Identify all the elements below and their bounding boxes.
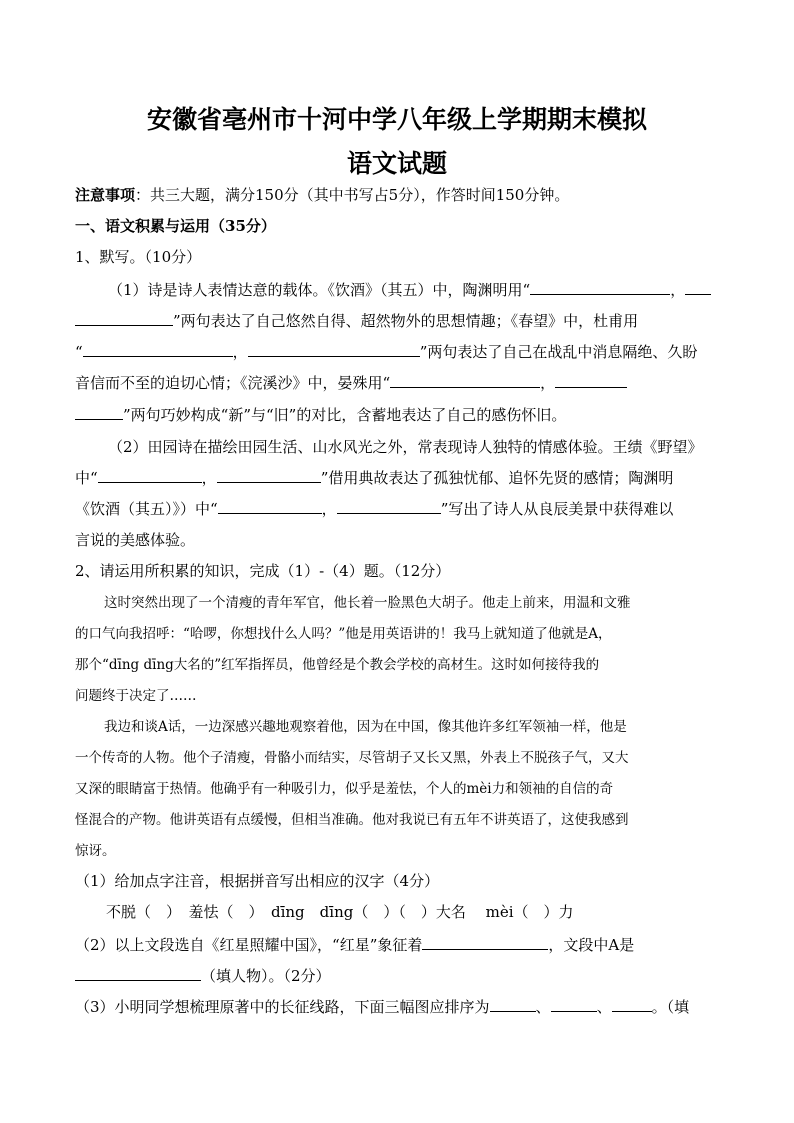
page-title: 安徽省亳州市十河中学八年级上学期期末模拟 — [146, 105, 647, 134]
q1-p2-text-b: 中“ — [75, 469, 98, 487]
passage-line: 又深的眼睛富于热情。他确乎有一种吸引力，似乎是羞怯，个人的mèi力和领袖的自信的奇 — [75, 781, 614, 797]
q2-sub3-text-a: （3）小明同学想梳理原著中的长征线路，下面三幅图应排序为 — [75, 998, 490, 1016]
passage-line: 的口气向我招呼：“哈啰，你想找什么人吗？”他是用英语讲的！我马上就知道了他就是A， — [75, 626, 612, 642]
separator: 、 — [535, 998, 551, 1016]
q1-p2-text-d: 《饮酒（其五）》）中“ — [75, 500, 218, 518]
q1-p2-line4: 言说的美感体验。 — [75, 531, 196, 549]
q1-p2-text-e: ”写出了诗人从良辰美景中获得难以 — [440, 500, 674, 518]
answer-blank[interactable] — [217, 468, 321, 483]
q2-sub3-text-end: 。（填 — [651, 998, 690, 1016]
answer-blank[interactable] — [75, 966, 201, 981]
q1-p1-line4: 音信而不至的迫切心情；《浣溪沙》中，晏殊用“ ， — [75, 372, 627, 394]
q2-sub2-text-b: ，文段中A是 — [548, 936, 635, 954]
question-1-title: 1、默写。（10分） — [75, 248, 202, 266]
answer-blank[interactable] — [98, 468, 202, 483]
answer-blank[interactable] — [551, 997, 597, 1012]
separator: 、 — [596, 998, 612, 1016]
q2-sub3-line — [75, 996, 689, 1018]
q1-p1-line2 — [75, 310, 638, 332]
answer-blank[interactable] — [490, 997, 536, 1012]
notice-label: 注意事项 — [75, 186, 136, 204]
q1-p1-line5 — [75, 404, 566, 426]
passage-line: 我边和谈A话，一边深感兴趣地观察着他，因为在中国，像其他许多红军领袖一样，他是 — [104, 719, 627, 735]
answer-blank[interactable] — [218, 499, 322, 514]
q1-p1-text-b: ”两句表达了自己悠然自得、超然物外的思想情趣；《春望》中，杜甫用 — [173, 312, 639, 330]
q1-p1-line3: “ ， ”两句表达了自己在战乱中消息隔绝、久盼 — [75, 343, 698, 361]
q1-p2-line1: （2）田园诗在描绘田园生活、山水风光之外，常表现诗人独特的情感体验。王绩《野望》 — [108, 438, 703, 456]
answer-blank[interactable] — [530, 280, 670, 295]
q2-sub2-line1 — [75, 934, 634, 956]
answer-blank[interactable] — [612, 997, 652, 1012]
q2-sub2-text-c: （填人物）。（2分） — [201, 967, 331, 985]
section-heading-1: 一、语文积累与运用（35分） — [75, 217, 276, 235]
answer-blank[interactable] — [390, 373, 540, 388]
question-2-title: 2、请运用所积累的知识，完成（1）-（4）题。（12分） — [75, 562, 451, 580]
q1-p1-text-a: （1）诗是诗人表情达意的载体。《饮酒》（其五）中，陶渊明用“ — [108, 281, 531, 299]
notice-text: ：共三大题，满分150分（其中书写占5分），作答时间150分钟。 — [135, 186, 570, 204]
answer-blank[interactable] — [75, 405, 123, 420]
answer-blank[interactable] — [337, 499, 441, 514]
answer-blank[interactable] — [248, 342, 420, 357]
q1-p1-line1: （1）诗是诗人表情达意的载体。《饮酒》（其五）中，陶渊明用“ ， — [108, 279, 711, 301]
passage-line: 怪混合的产物。他讲英语有点缓慢，但相当准确。他对我说已有五年不讲英语了，这使我感到 — [75, 812, 629, 828]
q1-p1-text-c: ”两句表达了自己在战乱中消息隔绝、久盼 — [419, 343, 698, 361]
q2-sub1-items: 不脱（ ） 羞怯（ ） dīng dīng（ ）（ ）大名 mèi（ ）力 — [106, 903, 574, 921]
answer-blank[interactable] — [75, 311, 173, 326]
answer-blank[interactable] — [422, 935, 548, 950]
q1-p1-text-e: ”两句巧妙构成“新”与“旧”的对比，含蓄地表达了自己的感伤怀旧。 — [123, 406, 567, 424]
passage-line: 惊讶。 — [75, 843, 116, 859]
q2-sub2-text-a: （2）以上文段选自《红星照耀中国》，“红星”象征着 — [75, 936, 423, 954]
answer-blank[interactable] — [685, 280, 711, 295]
q1-p2-line2: 中“ ， ”借用典故表达了孤独忧郁、追怀先贤的感情；陶渊明 — [75, 469, 674, 487]
q1-p1-text-d: 音信而不至的迫切心情；《浣溪沙》中，晏殊用“ — [75, 374, 391, 392]
notice-line — [75, 184, 569, 206]
q1-p2-text-c: ”借用典故表达了孤独忧郁、追怀先贤的感情；陶渊明 — [320, 469, 674, 487]
q2-sub1: （1）给加点字注音，根据拼音写出相应的汉字（4分） — [75, 872, 440, 890]
page-subtitle: 语文试题 — [346, 149, 447, 178]
answer-blank[interactable] — [83, 342, 233, 357]
q2-sub2-line2 — [75, 965, 331, 987]
passage-line: 一个传奇的人物。他个子清瘦，骨骼小而结实，尽管胡子又长又黑，外表上不脱孩子气，又大 — [75, 750, 629, 766]
passage-line: 那个“dīng dīng大名的”红军指挥员，他曾经是个教会学校的高材生。这时如何接待我的 — [75, 657, 600, 673]
answer-blank[interactable] — [555, 373, 627, 388]
q1-p2-line3: 《饮酒（其五）》）中“ ， ”写出了诗人从良辰美景中获得难以 — [75, 500, 674, 518]
passage-line: 这时突然出现了一个清瘦的青年军官，他长着一脸黑色大胡子。他走上前来，用温和文雅 — [104, 595, 631, 611]
passage-line: 问题终于决定了…… — [75, 688, 197, 704]
